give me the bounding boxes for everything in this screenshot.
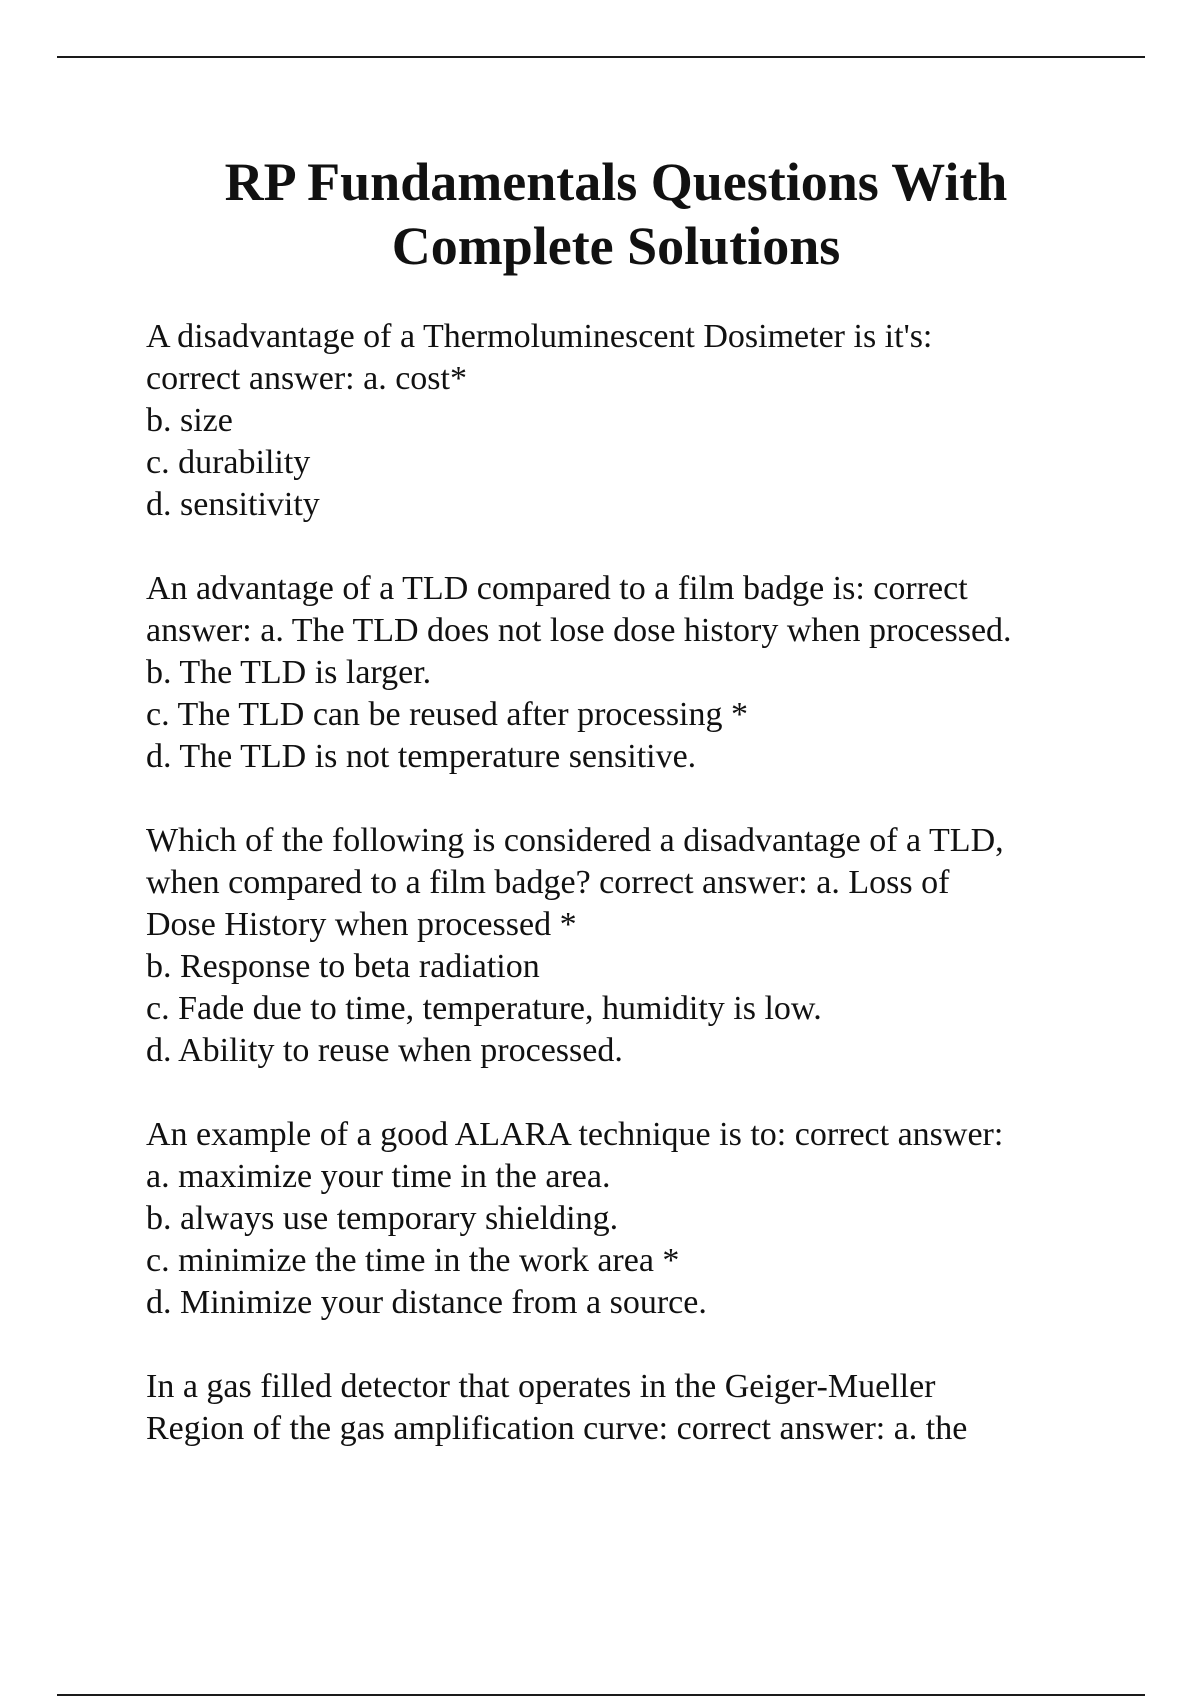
question-block bbox=[146, 568, 1146, 778]
footer-rule bbox=[57, 1694, 1145, 1696]
document-body bbox=[146, 316, 1146, 1492]
title-line: RP Fundamentals Questions With bbox=[224, 152, 1008, 212]
option-line: c. The TLD can be reused after processing * bbox=[146, 696, 749, 733]
title-line: Complete Solutions bbox=[391, 216, 841, 276]
option-line: d. Ability to reuse when processed. bbox=[146, 1032, 623, 1069]
question-text: An advantage of a TLD compared to a film badge is: correct bbox=[146, 570, 968, 607]
question-block bbox=[146, 1114, 1146, 1324]
option-line: c. durability bbox=[146, 444, 311, 481]
answer-line: correct answer: a. cost* bbox=[146, 360, 467, 397]
question-block bbox=[146, 820, 1146, 1072]
answer-line: Dose History when processed * bbox=[146, 906, 577, 943]
option-line: c. minimize the time in the work area * bbox=[146, 1242, 680, 1279]
option-line: a. maximize your time in the area. bbox=[146, 1158, 611, 1195]
option-line: b. Response to beta radiation bbox=[146, 948, 540, 985]
option-line: c. Fade due to time, temperature, humidity is low. bbox=[146, 990, 822, 1027]
question-text: An example of a good ALARA technique is to: correct answer: bbox=[146, 1116, 1004, 1153]
question-text: Which of the following is considered a disadvantage of a TLD, bbox=[146, 822, 1004, 859]
option-line: b. The TLD is larger. bbox=[146, 654, 432, 691]
question-block bbox=[146, 316, 1146, 526]
question-text: Region of the gas amplification curve: correct answer: a. the bbox=[146, 1410, 968, 1447]
question-text: when compared to a film badge? correct answer: a. Loss of bbox=[146, 864, 950, 901]
question-block bbox=[146, 1366, 1146, 1450]
option-line: b. size bbox=[146, 402, 233, 439]
option-line: d. sensitivity bbox=[146, 486, 320, 523]
option-line: d. The TLD is not temperature sensitive. bbox=[146, 738, 697, 775]
header-rule bbox=[57, 56, 1145, 58]
question-text: A disadvantage of a Thermoluminescent Dosimeter is it's: bbox=[146, 318, 933, 355]
answer-line: answer: a. The TLD does not lose dose history when processed. bbox=[146, 612, 1012, 649]
question-text: In a gas filled detector that operates in the Geiger-Mueller bbox=[146, 1368, 936, 1405]
option-line: b. always use temporary shielding. bbox=[146, 1200, 619, 1237]
option-line: d. Minimize your distance from a source. bbox=[146, 1284, 707, 1321]
document-title bbox=[0, 150, 1200, 278]
